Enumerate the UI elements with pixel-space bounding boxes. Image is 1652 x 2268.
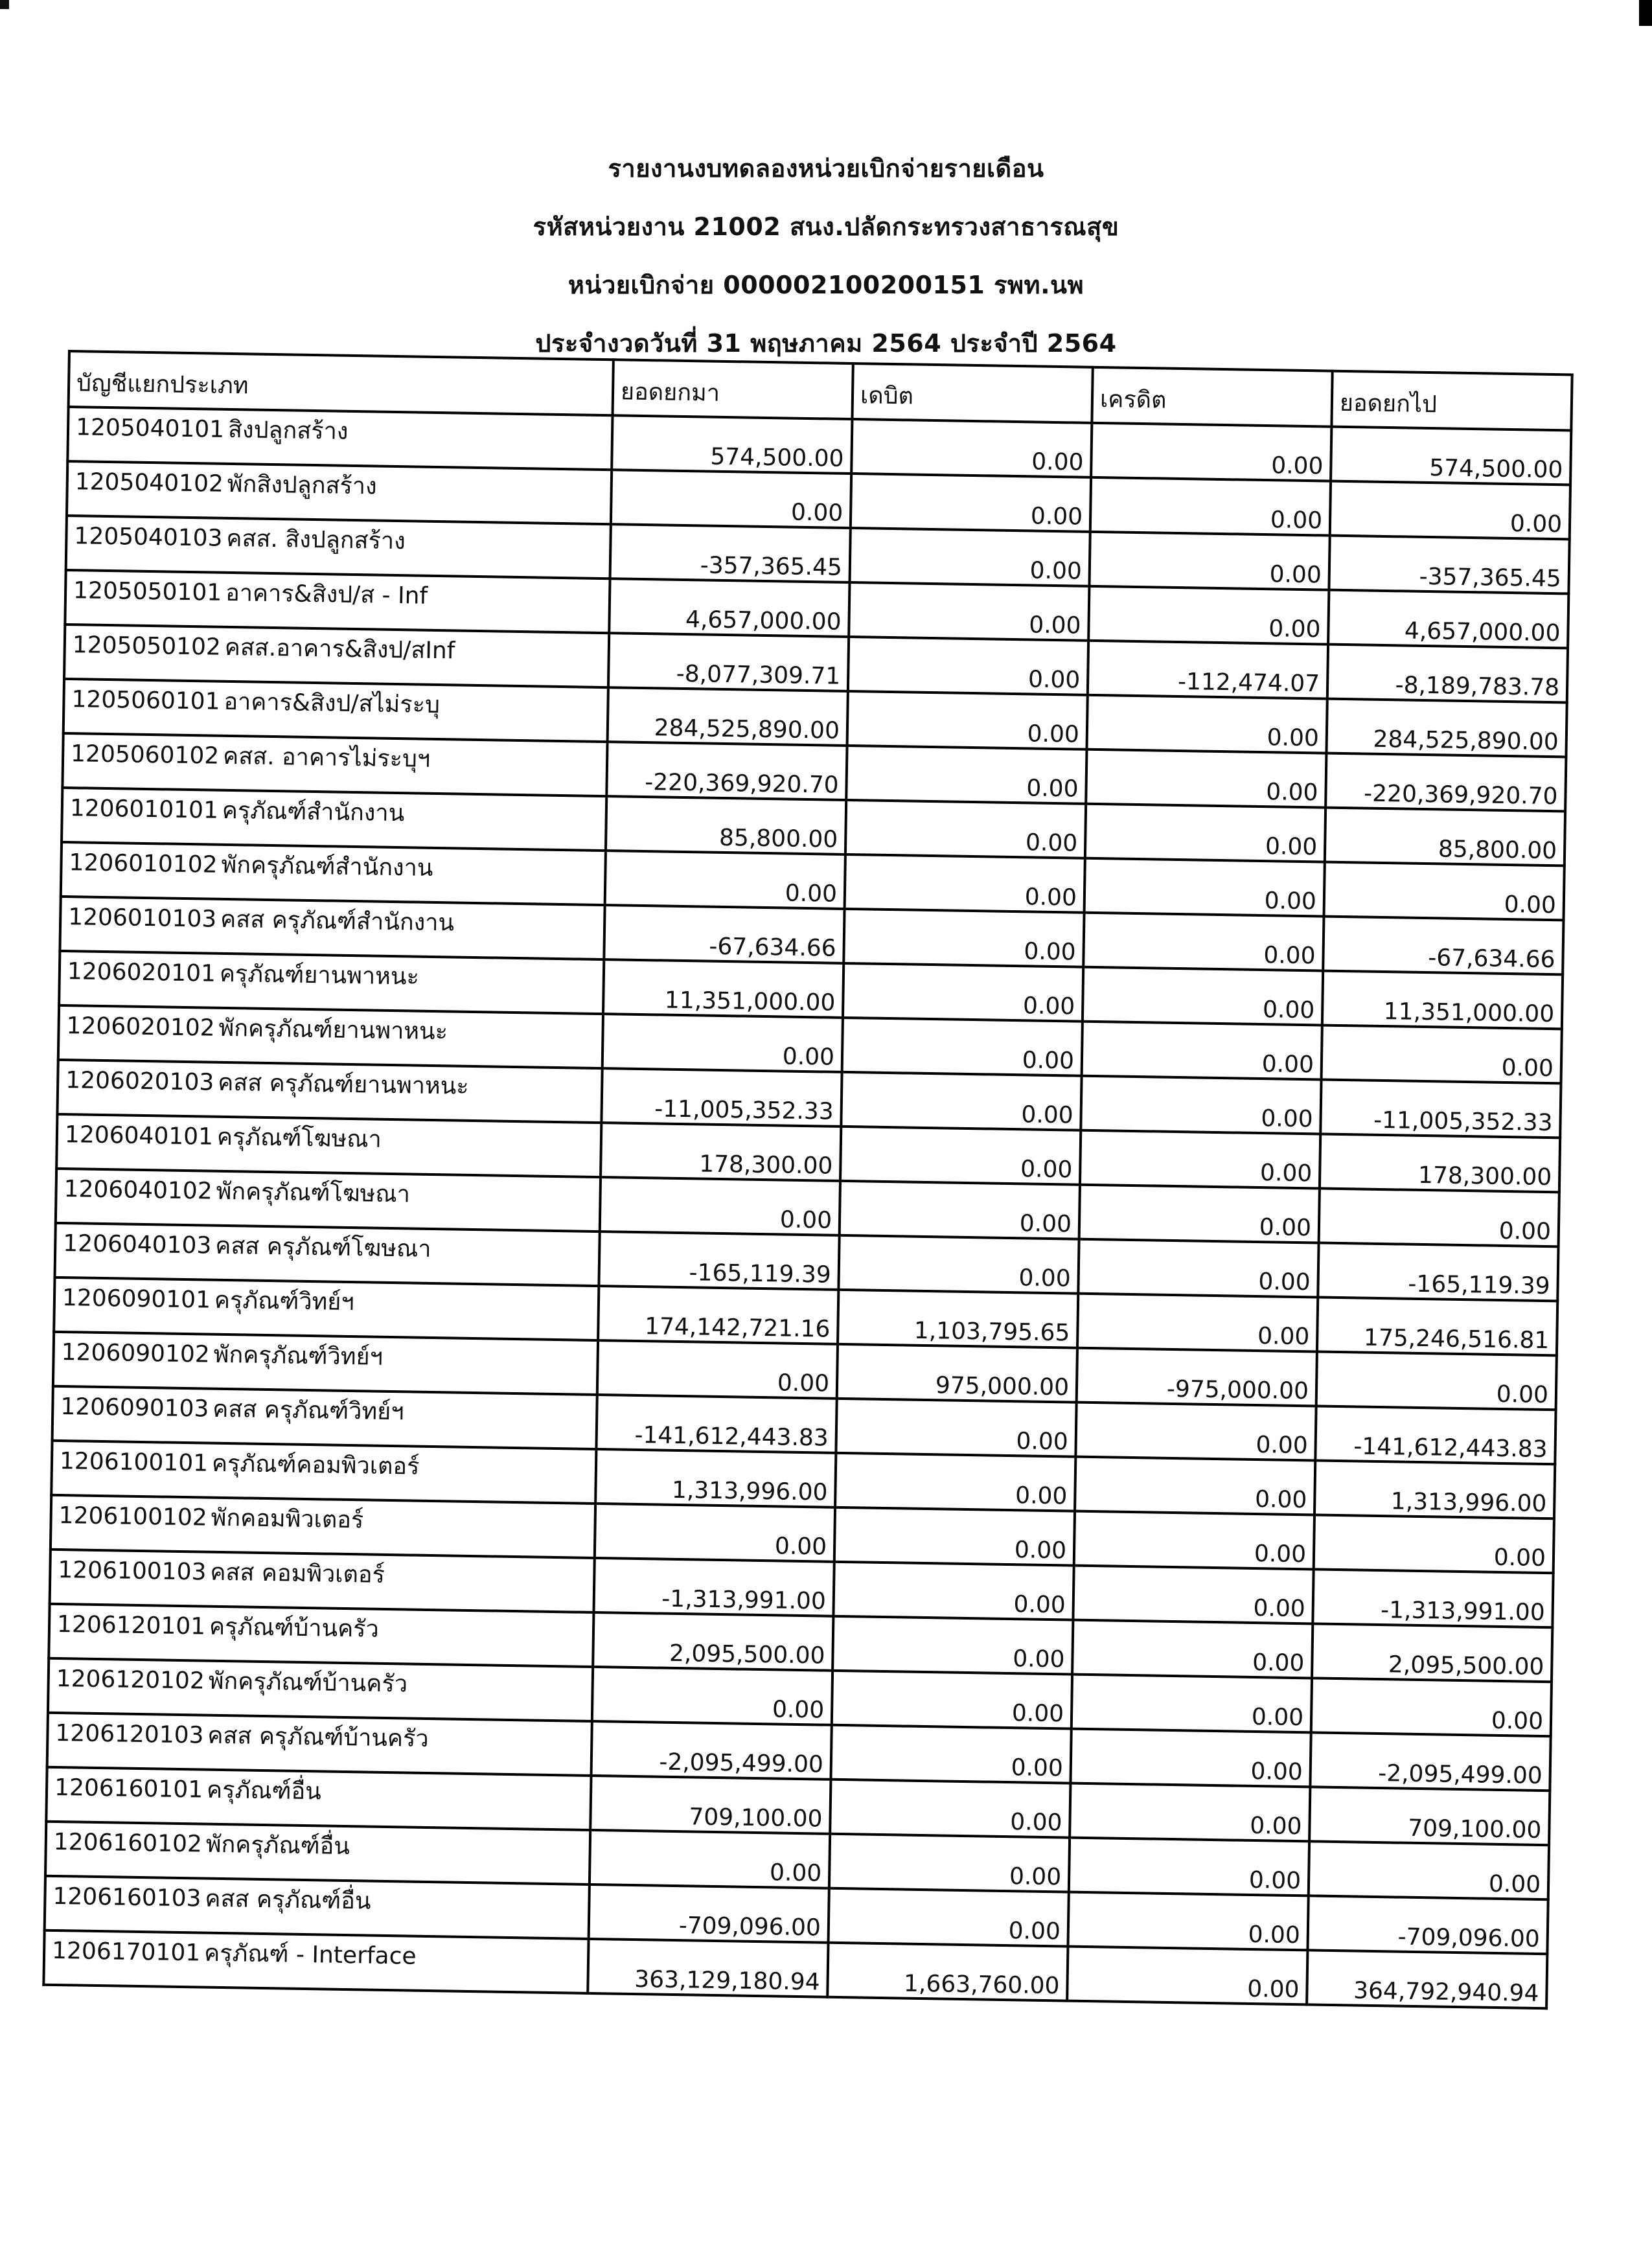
account-cell — [51, 1441, 596, 1504]
debit-amount: 0.00 — [833, 1562, 1073, 1620]
account-name: คสส. อาคารไม่ระบุฯ — [222, 742, 431, 773]
account-name: ครุภัณฑ์คอมพิวเตอร์ — [211, 1450, 420, 1480]
account-code: 1206040101 — [64, 1121, 214, 1151]
account-code: 1205060101 — [71, 686, 220, 715]
closing-balance: 284,525,890.00 — [1326, 699, 1566, 757]
closing-balance: -2,095,499.00 — [1310, 1732, 1550, 1791]
opening-balance: 574,500.00 — [612, 415, 852, 474]
credit-amount: 0.00 — [1070, 1783, 1310, 1842]
closing-balance: 0.00 — [1311, 1678, 1552, 1736]
closing-balance: 178,300.00 — [1320, 1134, 1560, 1193]
credit-amount: 0.00 — [1083, 913, 1324, 971]
account-cell — [61, 842, 606, 905]
col-header-credit: เครดิต — [1092, 367, 1332, 427]
account-code: 1206100103 — [58, 1556, 207, 1586]
credit-amount: 0.00 — [1072, 1675, 1312, 1733]
account-code: 1206160102 — [53, 1828, 203, 1858]
debit-amount: 0.00 — [847, 691, 1088, 750]
disbursement-unit-line: หน่วยเบิกจ่าย 000002100200151 รพท.นพ — [568, 271, 1084, 299]
account-name: สิงปลูกสร้าง — [227, 416, 349, 445]
account-cell — [45, 1876, 590, 1939]
closing-balance: 0.00 — [1314, 1515, 1554, 1573]
account-cell — [50, 1550, 595, 1612]
closing-balance: 364,792,940.94 — [1307, 1950, 1547, 2008]
account-cell — [62, 788, 606, 851]
credit-amount: 0.00 — [1089, 532, 1329, 590]
credit-amount: 0.00 — [1091, 423, 1331, 481]
debit-amount: 0.00 — [845, 854, 1085, 913]
debit-amount: 0.00 — [849, 582, 1089, 641]
credit-amount: 0.00 — [1087, 695, 1327, 753]
account-cell — [53, 1332, 598, 1395]
account-name: คสส ครุภัณฑ์สำนักงาน — [220, 906, 455, 937]
credit-amount: 0.00 — [1068, 1892, 1308, 1951]
closing-balance: 2,095,500.00 — [1312, 1623, 1552, 1682]
account-cell — [54, 1277, 599, 1340]
credit-amount: 0.00 — [1073, 1566, 1313, 1624]
debit-amount: 0.00 — [835, 1453, 1075, 1511]
account-code: 1206020103 — [65, 1067, 214, 1096]
closing-balance: 0.00 — [1319, 1189, 1559, 1247]
period-line: ประจำงวดวันที่ 31 พฤษภาคม 2564 ประจำปี 2564 — [535, 329, 1117, 358]
col-header-account: บัญชีแยกประเภท — [69, 351, 614, 415]
closing-balance: -709,096.00 — [1307, 1896, 1548, 1954]
opening-balance: 11,351,000.00 — [603, 959, 843, 1018]
account-code: 1206010101 — [69, 795, 219, 824]
closing-balance: 0.00 — [1324, 862, 1565, 921]
opening-balance: -141,612,443.83 — [596, 1395, 836, 1453]
closing-balance: 1,313,996.00 — [1314, 1460, 1555, 1518]
credit-amount: 0.00 — [1088, 586, 1329, 645]
closing-balance: -67,634.66 — [1323, 917, 1563, 975]
opening-balance: -1,313,991.00 — [593, 1558, 834, 1616]
opening-balance: 0.00 — [595, 1504, 835, 1562]
account-cell — [60, 897, 604, 959]
account-name: ครุภัณฑ์โฆษณา — [216, 1123, 382, 1153]
credit-amount: 0.00 — [1074, 1511, 1314, 1570]
credit-amount: 0.00 — [1082, 1022, 1322, 1080]
account-name: พักครุภัณฑ์วิทย์ฯ — [213, 1341, 384, 1371]
account-code: 1206120103 — [55, 1719, 204, 1749]
account-cell — [66, 516, 611, 578]
debit-amount: 975,000.00 — [837, 1344, 1077, 1403]
credit-amount: 0.00 — [1070, 1729, 1311, 1787]
closing-balance: -357,365.45 — [1329, 536, 1569, 594]
account-name: พักสิงปลูกสร้าง — [227, 470, 377, 500]
opening-balance: 0.00 — [597, 1340, 838, 1399]
account-name: อาคาร&สิงป/สไม่ระบุ — [224, 688, 441, 719]
credit-amount: 0.00 — [1084, 858, 1325, 917]
opening-balance: -8,077,309.71 — [608, 633, 849, 691]
account-name: ครุภัณฑ์วิทย์ฯ — [214, 1287, 354, 1316]
account-cell — [52, 1386, 597, 1449]
credit-amount: 0.00 — [1075, 1403, 1316, 1461]
account-code: 1206010102 — [69, 849, 218, 878]
opening-balance: 0.00 — [600, 1177, 840, 1235]
account-cell — [56, 1169, 601, 1231]
debit-amount: 0.00 — [840, 1181, 1080, 1239]
account-name: คสส ครุภัณฑ์ยานพาหนะ — [217, 1069, 469, 1100]
opening-balance: 178,300.00 — [601, 1123, 841, 1181]
account-cell — [58, 1005, 603, 1068]
account-code: 1205050102 — [72, 632, 222, 661]
account-code: 1206020101 — [67, 958, 216, 987]
opening-balance: 0.00 — [592, 1667, 832, 1725]
opening-balance: -165,119.39 — [599, 1231, 839, 1290]
account-code: 1205040102 — [75, 468, 224, 498]
debit-amount: 0.00 — [829, 1888, 1069, 1947]
account-name: พักครุภัณฑ์อื่น — [205, 1831, 350, 1861]
account-cell — [67, 461, 612, 524]
closing-balance: 0.00 — [1316, 1351, 1557, 1410]
account-cell — [45, 1822, 590, 1884]
debit-amount: 0.00 — [829, 1834, 1070, 1892]
debit-amount: 0.00 — [840, 1127, 1081, 1185]
opening-balance: -709,096.00 — [589, 1884, 829, 1943]
trial-balance-table — [42, 350, 1573, 2010]
account-code: 1206100101 — [59, 1448, 209, 1477]
account-name: คสส ครุภัณฑ์บ้านครัว — [207, 1722, 429, 1753]
debit-amount: 0.00 — [834, 1507, 1075, 1566]
agency-line: รหัสหน่วยงาน 21002 สนง.ปลัดกระทรวงสาธารณสุข — [533, 212, 1119, 241]
credit-amount: 0.00 — [1086, 750, 1326, 808]
credit-amount: -975,000.00 — [1077, 1348, 1317, 1406]
debit-amount: 1,663,760.00 — [827, 1943, 1068, 2001]
account-name: ครุภัณฑ์สำนักงาน — [222, 797, 405, 827]
account-cell — [55, 1223, 600, 1286]
credit-amount: -112,474.07 — [1088, 641, 1328, 699]
account-name: คสส ครุภัณฑ์อื่น — [205, 1885, 371, 1915]
credit-amount: 0.00 — [1078, 1239, 1318, 1298]
account-code: 1206160103 — [52, 1883, 201, 1912]
account-cell — [49, 1604, 593, 1667]
opening-balance: -357,365.45 — [610, 524, 851, 582]
account-code: 1206170101 — [51, 1937, 201, 1967]
account-cell — [43, 1930, 588, 1993]
account-cell — [47, 1713, 592, 1776]
opening-balance: 0.00 — [605, 851, 845, 909]
opening-balance: 2,095,500.00 — [593, 1612, 833, 1671]
closing-balance: 574,500.00 — [1331, 427, 1571, 485]
closing-balance: -11,005,352.33 — [1320, 1080, 1561, 1138]
opening-balance: 174,142,721.16 — [598, 1286, 838, 1344]
account-cell — [57, 1060, 602, 1123]
debit-amount: 0.00 — [832, 1616, 1073, 1675]
account-code: 1205050101 — [73, 577, 222, 606]
account-code: 1205060102 — [70, 740, 220, 770]
account-code: 1206100102 — [58, 1502, 208, 1531]
col-header-debit: เดบิต — [852, 363, 1092, 423]
account-cell — [64, 624, 609, 687]
debit-amount: 0.00 — [843, 909, 1084, 967]
account-name: คสส คอมพิวเตอร์ — [210, 1559, 385, 1588]
debit-amount: 0.00 — [831, 1725, 1071, 1783]
account-cell — [63, 679, 608, 742]
account-cell — [67, 407, 612, 470]
account-name: ครุภัณฑ์บ้านครัว — [209, 1613, 380, 1643]
account-name: พักครุภัณฑ์ยานพาหนะ — [218, 1014, 448, 1046]
account-name: พักครุภัณฑ์โฆษณา — [216, 1178, 411, 1208]
opening-balance: -11,005,352.33 — [601, 1068, 842, 1127]
closing-balance: 4,657,000.00 — [1328, 590, 1568, 648]
opening-balance: 363,129,180.94 — [588, 1939, 828, 1997]
account-code: 1205040103 — [74, 523, 223, 552]
scan-artifact-top-left — [0, 0, 9, 9]
closing-balance: 11,351,000.00 — [1322, 971, 1563, 1029]
col-header-closing: ยอดยกไป — [1331, 371, 1572, 431]
debit-amount: 0.00 — [850, 528, 1090, 586]
debit-amount: 0.00 — [851, 474, 1091, 532]
account-name: ครุภัณฑ์ - Interface — [203, 1940, 417, 1970]
credit-amount: 0.00 — [1081, 1076, 1321, 1134]
account-name: พักครุภัณฑ์บ้านครัว — [208, 1667, 408, 1698]
account-name: พักครุภัณฑ์สำนักงาน — [221, 851, 433, 882]
closing-balance: -165,119.39 — [1318, 1243, 1558, 1301]
account-name: พักคอมพิวเตอร์ — [211, 1504, 364, 1534]
trial-balance-sheet — [42, 350, 1570, 2010]
closing-balance: 0.00 — [1322, 1025, 1562, 1084]
credit-amount: 0.00 — [1075, 1457, 1315, 1515]
account-code: 1206090103 — [60, 1393, 209, 1423]
debit-amount: 0.00 — [846, 746, 1086, 804]
opening-balance: 0.00 — [602, 1014, 843, 1072]
credit-amount: 0.00 — [1079, 1185, 1320, 1243]
debit-amount: 1,103,795.65 — [838, 1290, 1078, 1348]
account-name: คสส ครุภัณฑ์วิทย์ฯ — [212, 1395, 404, 1426]
opening-balance: 709,100.00 — [590, 1776, 831, 1834]
opening-balance: -67,634.66 — [604, 905, 844, 963]
opening-balance: 1,313,996.00 — [595, 1449, 836, 1507]
credit-amount: 0.00 — [1085, 804, 1325, 862]
report-title: รายงานงบทดลองหน่วยเบิกจ่ายรายเดือน — [608, 154, 1044, 183]
debit-amount: 0.00 — [836, 1399, 1076, 1457]
account-cell — [59, 951, 604, 1014]
credit-amount: 0.00 — [1072, 1620, 1313, 1678]
account-cell — [56, 1114, 601, 1177]
account-cell — [65, 570, 610, 633]
closing-balance: -141,612,443.83 — [1315, 1406, 1555, 1464]
account-name: อาคาร&สิงป/ส - Inf — [225, 579, 428, 610]
account-code: 1206040102 — [63, 1176, 212, 1205]
debit-amount: 0.00 — [841, 1072, 1081, 1130]
account-code: 1206040103 — [63, 1230, 212, 1259]
table-body — [43, 407, 1571, 2008]
debit-amount: 0.00 — [842, 1018, 1083, 1076]
debit-amount: 0.00 — [845, 800, 1086, 858]
credit-amount: 0.00 — [1090, 477, 1331, 536]
closing-balance: 175,246,516.81 — [1317, 1297, 1557, 1355]
debit-amount: 0.00 — [848, 637, 1088, 695]
credit-amount: 0.00 — [1067, 1947, 1307, 2005]
debit-amount: 0.00 — [843, 963, 1083, 1022]
closing-balance: 85,800.00 — [1325, 808, 1565, 866]
credit-amount: 0.00 — [1080, 1130, 1320, 1189]
account-name: คสส ครุภัณฑ์โฆษณา — [214, 1232, 431, 1263]
account-cell — [48, 1658, 593, 1721]
account-name: คสส.อาคาร&สิงป/สInf — [224, 634, 455, 665]
debit-amount: 0.00 — [832, 1671, 1072, 1729]
account-code: 1206010103 — [67, 904, 217, 933]
closing-balance: -8,189,783.78 — [1327, 645, 1568, 703]
account-code: 1206160101 — [54, 1774, 203, 1804]
opening-balance: -220,369,920.70 — [606, 742, 847, 800]
debit-amount: 0.00 — [838, 1235, 1079, 1294]
closing-balance: -1,313,991.00 — [1313, 1569, 1553, 1627]
account-cell — [51, 1495, 595, 1558]
debit-amount: 0.00 — [851, 419, 1092, 477]
account-code: 1206120101 — [56, 1610, 206, 1640]
account-name: คสส. สิงปลูกสร้าง — [226, 525, 406, 555]
opening-balance: 0.00 — [590, 1830, 830, 1888]
account-code: 1206120102 — [56, 1665, 205, 1695]
account-name: ครุภัณฑ์ยานพาหนะ — [219, 960, 420, 991]
credit-amount: 0.00 — [1069, 1838, 1309, 1896]
account-code: 1206090101 — [62, 1285, 211, 1314]
account-code: 1205040101 — [75, 414, 225, 443]
credit-amount: 0.00 — [1077, 1294, 1318, 1352]
opening-balance: 0.00 — [611, 470, 851, 528]
debit-amount: 0.00 — [830, 1780, 1070, 1838]
account-cell — [46, 1767, 591, 1830]
report-header — [0, 139, 1652, 372]
closing-balance: -220,369,920.70 — [1325, 753, 1566, 812]
opening-balance: 284,525,890.00 — [608, 687, 848, 746]
account-code: 1206090102 — [61, 1339, 211, 1368]
closing-balance: 0.00 — [1309, 1841, 1549, 1899]
col-header-opening: ยอดยกมา — [613, 360, 853, 419]
opening-balance: 85,800.00 — [606, 796, 846, 854]
credit-amount: 0.00 — [1083, 967, 1323, 1025]
account-name: ครุภัณฑ์อื่น — [206, 1776, 322, 1805]
closing-balance: 709,100.00 — [1309, 1787, 1550, 1845]
closing-balance: 0.00 — [1330, 481, 1570, 540]
opening-balance: -2,095,499.00 — [591, 1721, 832, 1780]
account-code: 1206020102 — [66, 1013, 215, 1042]
opening-balance: 4,657,000.00 — [609, 578, 849, 637]
scan-artifact-top-right — [1639, 0, 1652, 26]
account-cell — [62, 733, 607, 796]
